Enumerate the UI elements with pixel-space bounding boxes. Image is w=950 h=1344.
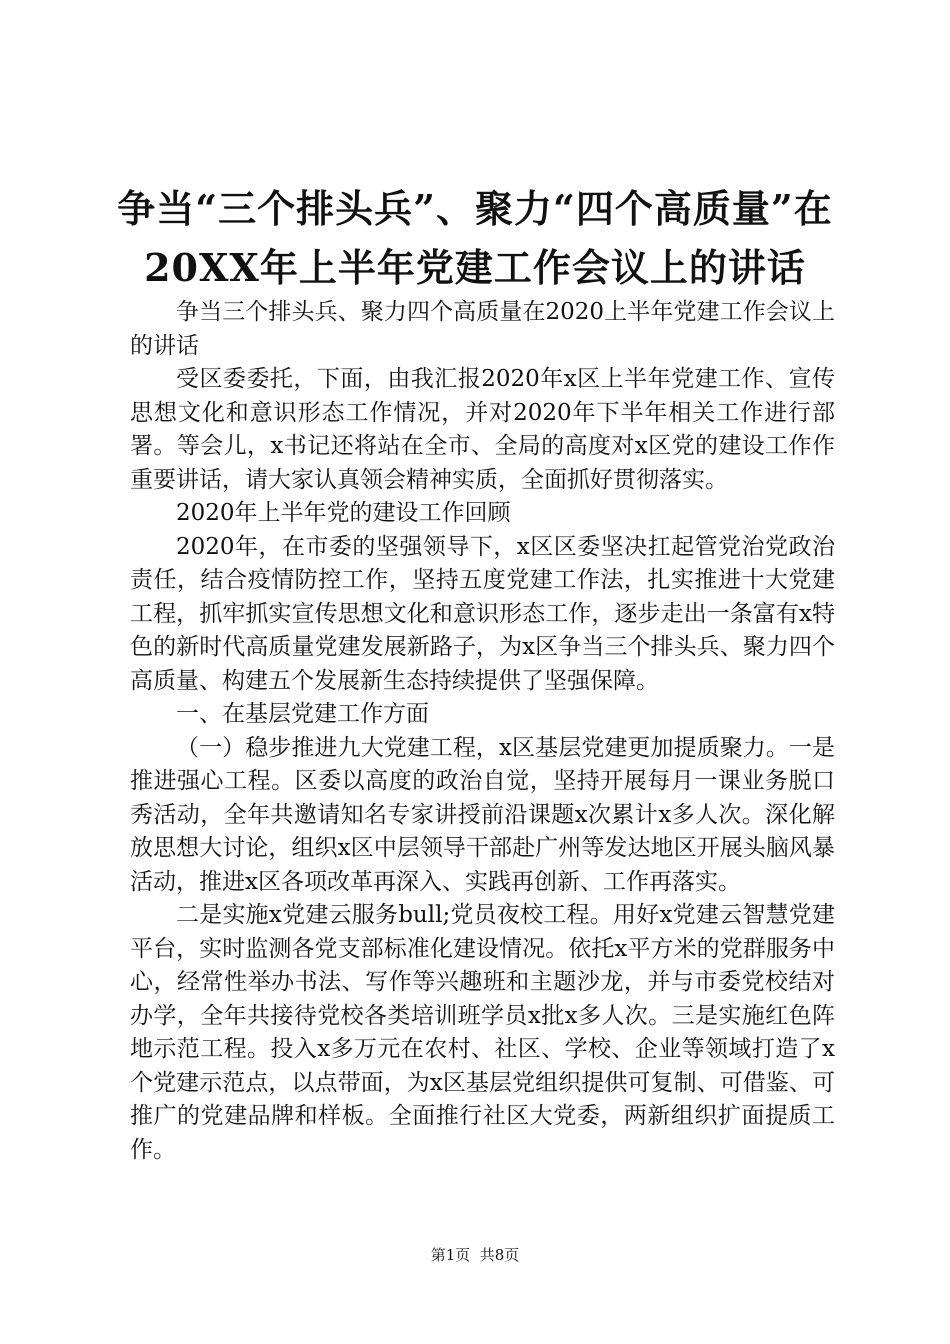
body-paragraph: 受区委委托，下面，由我汇报2020年x区上半年党建工作、宣传思想文化和意识形态工作情况，并对2020年下半年相关工作进行部署。等会儿，x书记还将站在全市、全局的高度对x区党的建设工作作重要讲话，请大家认真领会精神实质，全面抓好贯彻落实。 xyxy=(130,366,835,493)
document-body xyxy=(130,296,835,1167)
body-paragraph: 争当三个排头兵、聚力四个高质量在2020上半年党建工作会议上的讲话 xyxy=(130,299,835,359)
body-paragraph: （一）稳步推进九大党建工程，x区基层党建更加提质聚力。一是推进强心工程。区委以高度的政治自觉，坚持开展每月一课业务脱口秀活动，全年共邀请知名专家讲授前沿课题x次累计x多人次。深化解放思想大讨论，组织x区中层领导干部赴广州等发达地区开展头脑风暴活动，推进x区各项改革再深入、实践再创新、工作再落实。 xyxy=(130,734,835,895)
section-heading: 一、在基层党建工作方面 xyxy=(176,701,429,727)
document-title-line-1: 争当“三个排头兵”、聚力“四个高质量”在 xyxy=(117,186,833,231)
section-heading: 2020年上半年党的建设工作回顾 xyxy=(176,500,511,526)
body-paragraph: 2020年，在市委的坚强领导下，x区区委坚决扛起管党治党政治责任，结合疫情防控工作，坚持五度党建工作法，扎实推进十大党建工程，抓牢抓实宣传思想文化和意识形态工作，逐步走出一条富有x特色的新时代高质量党建发展新路子，为x区争当三个排头兵、聚力四个高质量、构建五个发展新生态持续提供了坚强保障。 xyxy=(130,533,835,694)
page-number-footer: 第1页 共8页 xyxy=(430,1246,520,1264)
document-title-line-2: 20XX年上半年党建工作会议上的讲话 xyxy=(144,245,806,290)
body-paragraph: 二是实施x党建云服务bull;党员夜校工程。用好x党建云智慧党建平台，实时监测各党支部标准化建设情况。依托x平方米的党群服务中心，经常性举办书法、写作等兴趣班和主题沙龙，并与市委党校结对办学，全年共接待党校各类培训班学员x批x多人次。三是实施红色阵地示范工程。投入x多万元在农村、社区、学校、企业等领域打造了x个党建示范点，以点带面，为x区基层党组织提供可复制、可借鉴、可推广的党建品牌和样板。全面推行社区大党委，两新组织扩面提质工作。 xyxy=(130,902,835,1163)
